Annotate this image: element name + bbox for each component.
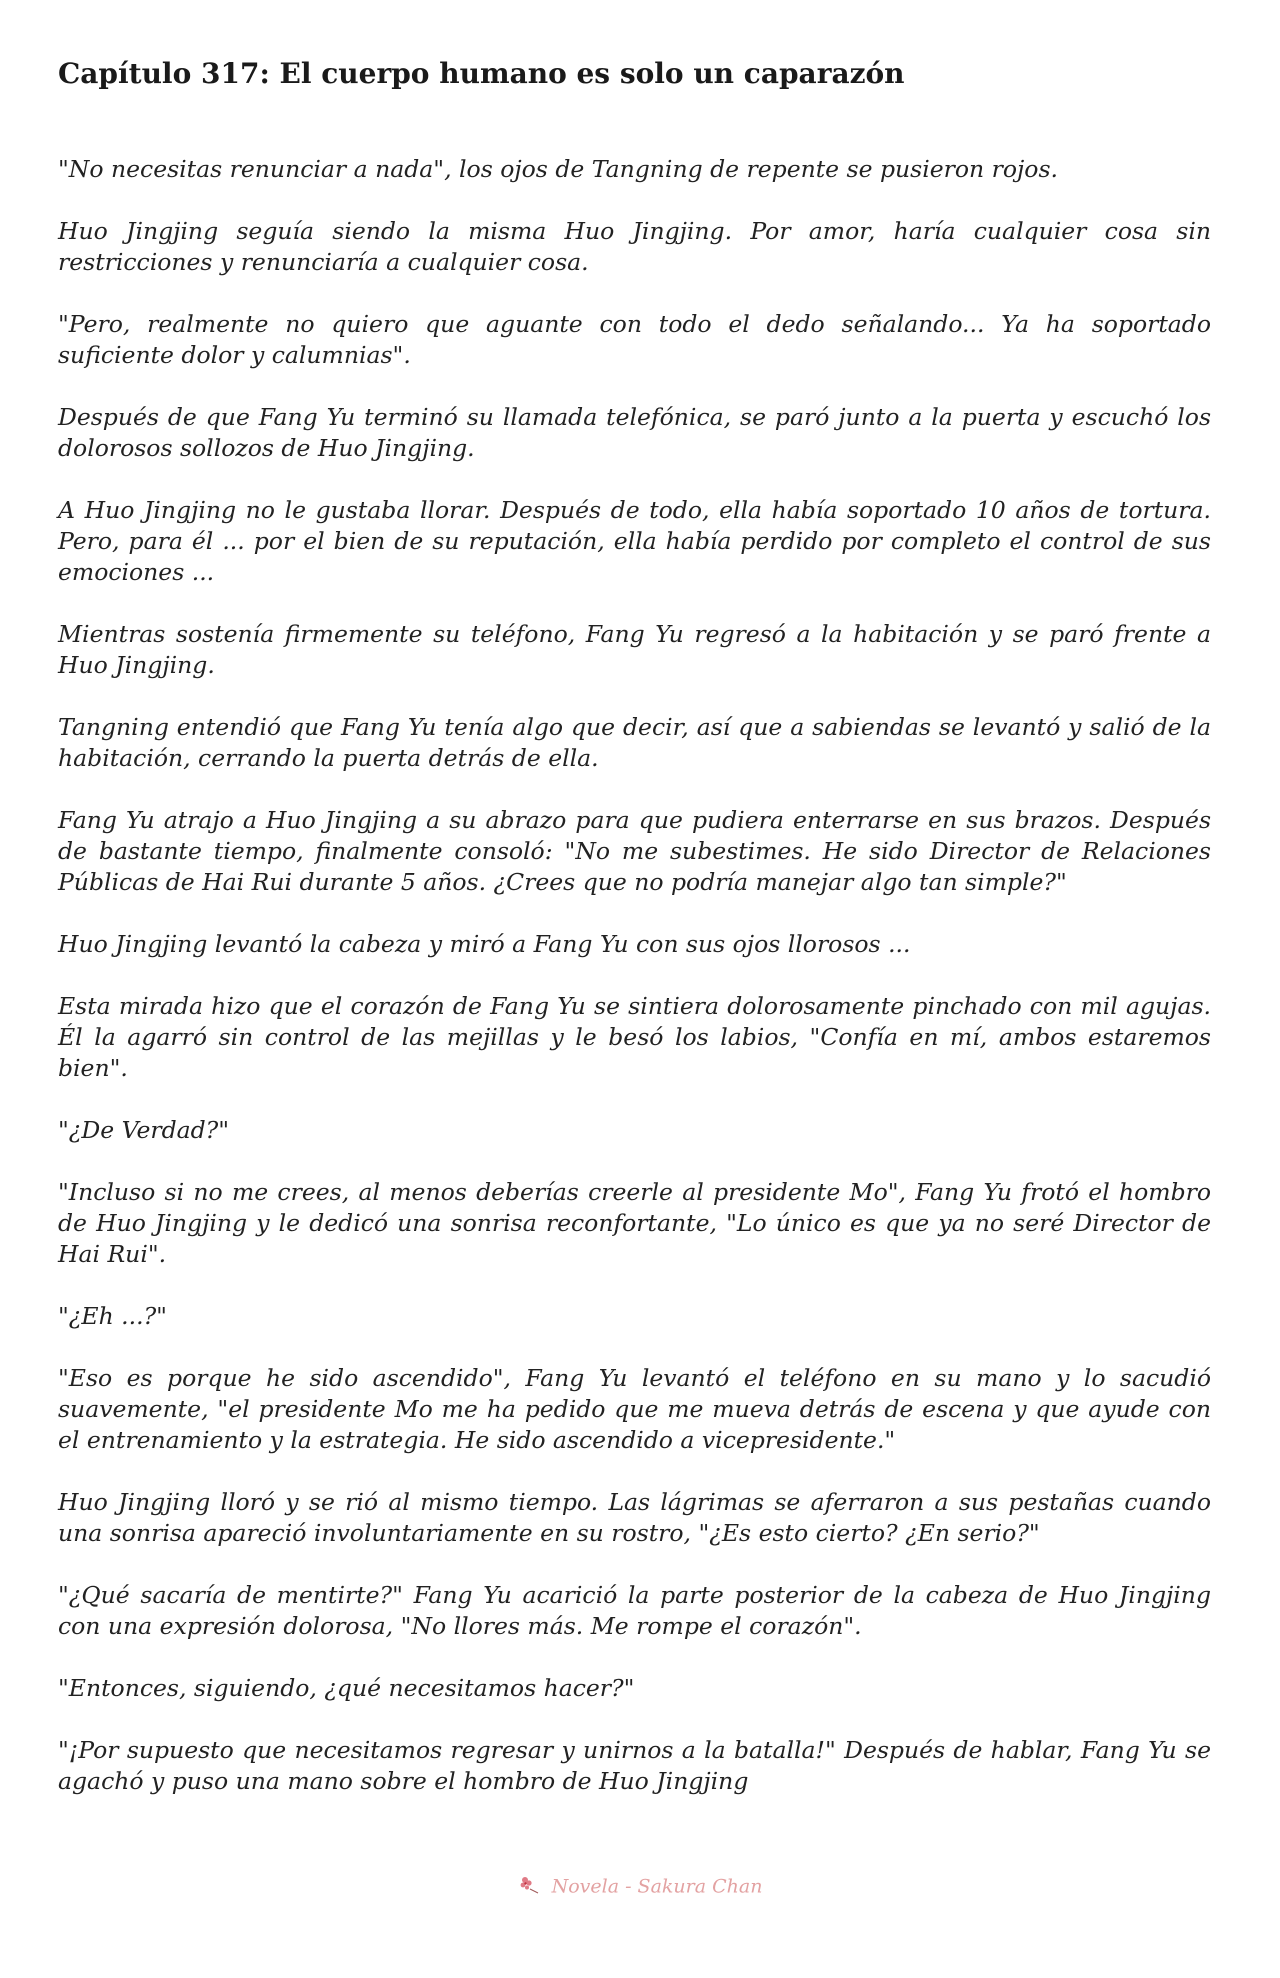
paragraph: "¡Por supuesto que necesitamos regresar y unirnos a la batalla!" Después de hablar, Fang Yu se agachó y puso una mano sobre el hombro de Huo Jingjing xyxy=(58,1736,1211,1795)
chapter-body xyxy=(58,154,1211,1797)
paragraph: Tangning entendió que Fang Yu tenía algo que decir, así que a sabiendas se levantó y salió de la habitación, cerrando la puerta detrás de ella. xyxy=(58,713,1211,772)
paragraph: Huo Jingjing lloró y se rió al mismo tiempo. Las lágrimas se aferraron a sus pestañas cuando una sonrisa apareció involuntariamente en su rostro, "¿Es esto cierto? ¿En serio?" xyxy=(58,1488,1211,1547)
paragraph: Después de que Fang Yu terminó su llamada telefónica, se paró junto a la puerta y escuchó los dolorosos sollozos de Huo Jingjing. xyxy=(58,403,1211,462)
cherry-blossom-icon xyxy=(518,1875,540,1900)
paragraph: Esta mirada hizo que el corazón de Fang Yu se sintiera dolorosamente pinchado con mil agujas. Él la agarró sin control de las mejillas y le besó los labios, "Confía en mí, ambos estaremos bien". xyxy=(58,992,1211,1082)
paragraph: "¿Eh ...?" xyxy=(58,1302,167,1330)
paragraph: "No necesitas renunciar a nada", los ojos de Tangning de repente se pusieron rojos. xyxy=(58,155,1058,183)
watermark-text: Novela - Sakura Chan xyxy=(551,1875,763,1898)
watermark-footer xyxy=(0,1875,1280,1900)
paragraph: "Pero, realmente no quiero que aguante con todo el dedo señalando... Ya ha soportado suficiente dolor y calumnias". xyxy=(58,310,1211,369)
paragraph: "Incluso si no me crees, al menos deberías creerle al presidente Mo", Fang Yu frotó el hombro de Huo Jingjing y le dedicó una sonrisa reconfortante, "Lo único es que ya no seré Director de Hai Rui". xyxy=(58,1178,1211,1268)
paragraph: "Entonces, siguiendo, ¿qué necesitamos hacer?" xyxy=(58,1674,635,1702)
paragraph: Fang Yu atrajo a Huo Jingjing a su abrazo para que pudiera enterrarse en sus brazos. Después de bastante tiempo, finalmente consoló: "No me subestimes. He sido Director de Relaciones Públicas de Hai Rui durante 5 años. ¿Crees que no podría manejar algo tan simple?" xyxy=(58,806,1211,896)
paragraph: "Eso es porque he sido ascendido", Fang Yu levantó el teléfono en su mano y lo sacudió suavemente, "el presidente Mo me ha pedido que me mueva detrás de escena y que ayude con el entrenamiento y la estrategia. He sido ascendido a vicepresidente." xyxy=(58,1364,1211,1454)
paragraph: "¿De Verdad?" xyxy=(58,1116,230,1144)
chapter-page xyxy=(58,0,1211,1797)
paragraph: A Huo Jingjing no le gustaba llorar. Después de todo, ella había soportado 10 años de tortura. Pero, para él ... por el bien de su reputación, ella había perdido por completo el control de sus emociones ... xyxy=(58,496,1211,586)
paragraph: Huo Jingjing seguía siendo la misma Huo Jingjing. Por amor, haría cualquier cosa sin restricciones y renunciaría a cualquier cosa. xyxy=(58,217,1211,276)
chapter-title: Capítulo 317: El cuerpo humano es solo un caparazón xyxy=(58,57,905,90)
paragraph: "¿Qué sacaría de mentirte?" Fang Yu acarició la parte posterior de la cabeza de Huo Jingjing con una expresión dolorosa, "No llores más. Me rompe el corazón". xyxy=(58,1581,1211,1640)
paragraph: Mientras sostenía firmemente su teléfono, Fang Yu regresó a la habitación y se paró frente a Huo Jingjing. xyxy=(58,620,1211,679)
paragraph: Huo Jingjing levantó la cabeza y miró a Fang Yu con sus ojos llorosos ... xyxy=(58,930,911,958)
